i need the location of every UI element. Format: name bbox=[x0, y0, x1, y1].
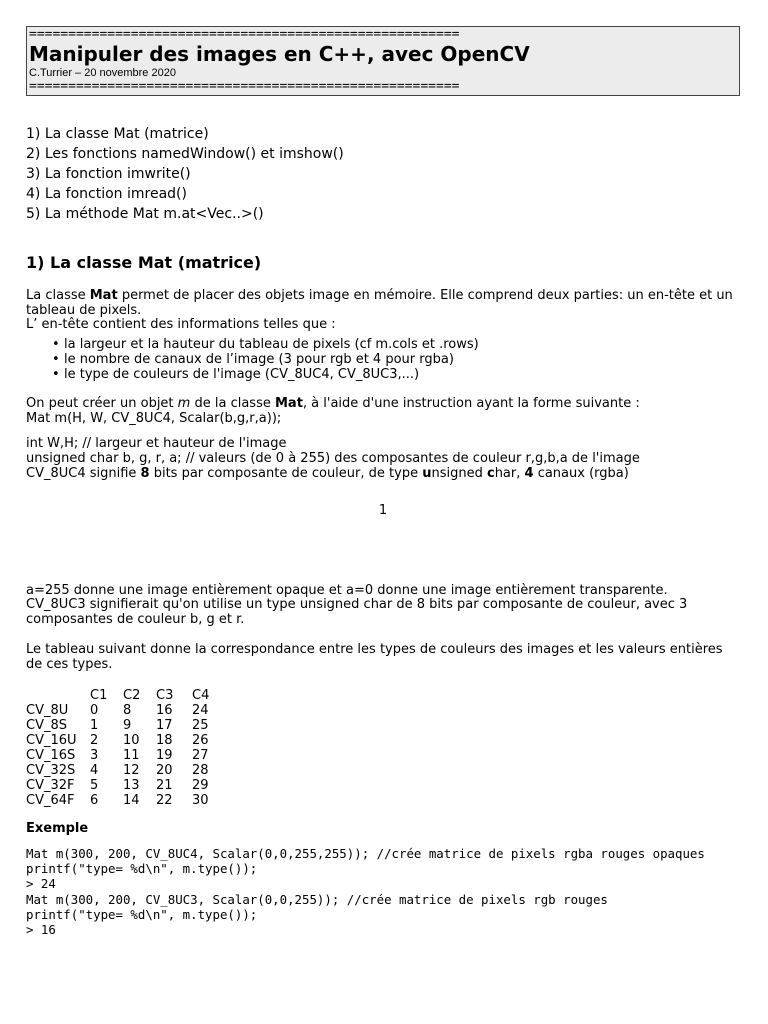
intro-bold-class-name: Mat bbox=[89, 288, 118, 303]
table-cell: 3 bbox=[90, 748, 99, 763]
column-header: C3 bbox=[156, 688, 174, 703]
type-name-cell: CV_16S bbox=[26, 748, 76, 763]
table-cell: 18 bbox=[156, 733, 173, 748]
bullet-icon: • bbox=[52, 367, 60, 382]
table-cell: 17 bbox=[156, 718, 173, 733]
intro-text-rest: permet de placer des objets image en mémoire. Elle comprend deux parties: un en-tête et un tableau de pixels. bbox=[26, 288, 733, 318]
table-cell: 4 bbox=[90, 763, 99, 778]
table-cell: 16 bbox=[156, 703, 173, 718]
code-line: Mat m(300, 200, CV_8UC3, Scalar(0,0,255)); //crée matrice de pixels rgb rouges bbox=[26, 891, 608, 907]
author-date-line: C.Turrier – 20 novembre 2020 bbox=[29, 67, 176, 79]
table-cell: 22 bbox=[156, 793, 173, 808]
table-cell: 6 bbox=[90, 793, 99, 808]
table-cell: 12 bbox=[123, 763, 140, 778]
explain-line-2: unsigned char b, g, r, a; // valeurs (de 0 à 255) des composantes de couleur r,g,b,a de l'image bbox=[26, 451, 640, 466]
table-row bbox=[26, 733, 222, 748]
column-header: C2 bbox=[123, 688, 141, 703]
create-italic-m: m bbox=[177, 396, 191, 411]
column-header bbox=[26, 688, 90, 703]
code-line: printf("type= %d\n", m.type()); bbox=[26, 906, 258, 922]
table-row bbox=[26, 748, 222, 763]
table-cell: 26 bbox=[192, 733, 209, 748]
table-cell: 14 bbox=[123, 793, 140, 808]
toc-item: 4) La fonction imread() bbox=[26, 186, 187, 202]
list-item bbox=[52, 352, 479, 367]
example-heading: Exemple bbox=[26, 821, 89, 836]
document-header bbox=[26, 26, 740, 96]
code-line: printf("type= %d\n", m.type()); bbox=[26, 861, 258, 877]
intro-paragraph bbox=[26, 289, 740, 318]
header-info-list bbox=[52, 337, 479, 382]
type-name-cell: CV_32S bbox=[26, 763, 76, 778]
bullet-icon: • bbox=[52, 337, 60, 352]
table-cell: 0 bbox=[90, 703, 99, 718]
table-row bbox=[26, 718, 222, 733]
intro-text: La classe bbox=[26, 288, 90, 303]
explain-line-1: int W,H; // largeur et hauteur de l'image bbox=[26, 436, 287, 451]
explain-bold: 8 bbox=[140, 466, 150, 481]
table-header-row bbox=[26, 688, 222, 703]
table-cell: 29 bbox=[192, 778, 209, 793]
table-cell: 1 bbox=[90, 718, 99, 733]
code-line: Mat m(300, 200, CV_8UC4, Scalar(0,0,255,255)); //crée matrice de pixels rgba rouges opaques bbox=[26, 846, 705, 861]
alpha-explanation: a=255 donne une image entièrement opaque et a=0 donne une image entièrement transparente. bbox=[26, 583, 668, 598]
type-name-cell: CV_16U bbox=[26, 733, 77, 748]
table-cell: 2 bbox=[90, 733, 99, 748]
list-item-text: la largeur et la hauteur du tableau de pixels (cf m.cols et .rows) bbox=[64, 337, 479, 352]
explain-bold: c bbox=[486, 466, 495, 481]
table-row bbox=[26, 793, 222, 808]
type-name-cell: CV_8U bbox=[26, 703, 69, 718]
table-cell: 10 bbox=[123, 733, 140, 748]
table-cell: 25 bbox=[192, 718, 209, 733]
toc-item: 1) La classe Mat (matrice) bbox=[26, 126, 209, 142]
type-name-cell: CV_8S bbox=[26, 718, 67, 733]
color-types-table bbox=[26, 688, 222, 808]
create-code-line: Mat m(H, W, CV_8UC4, Scalar(b,g,r,a)); bbox=[26, 411, 282, 426]
list-item-text: le type de couleurs de l'image (CV_8UC4, CV_8UC3,...) bbox=[64, 367, 420, 382]
list-item-text: le nombre de canaux de l’image (3 pour rgb et 4 pour rgba) bbox=[64, 352, 454, 367]
code-output-line: > 16 bbox=[26, 922, 56, 938]
explain-text: canaux (rgba) bbox=[533, 466, 629, 481]
create-text: de la classe bbox=[190, 396, 275, 411]
explain-text: har, bbox=[494, 466, 525, 481]
create-object-line bbox=[26, 397, 740, 412]
table-cell: 11 bbox=[123, 748, 140, 763]
column-header: C4 bbox=[192, 688, 210, 703]
column-header: C1 bbox=[90, 688, 108, 703]
explain-text: nsigned bbox=[431, 466, 487, 481]
type-name-cell: CV_32F bbox=[26, 778, 75, 793]
page-number: 1 bbox=[378, 503, 388, 518]
toc-item: 3) La fonction imwrite() bbox=[26, 166, 191, 182]
bullet-icon: • bbox=[52, 352, 60, 367]
example-code-block bbox=[26, 846, 705, 937]
table-cell: 9 bbox=[123, 718, 132, 733]
table-row bbox=[26, 778, 222, 793]
header-rule-bottom: ======================================================= bbox=[29, 79, 460, 94]
explain-text: CV_8UC4 signifie bbox=[26, 466, 141, 481]
table-cell: 13 bbox=[123, 778, 140, 793]
cv8uc3-explanation: CV_8UC3 signifierait qu'on utilise un type unsigned char de 8 bits par composante de couleur, avec 3 composantes de couleur b, g et r. bbox=[26, 597, 688, 627]
table-of-contents bbox=[26, 124, 344, 224]
explain-text: bits par composante de couleur, de type bbox=[149, 466, 423, 481]
header-intro-line: L’ en-tête contient des informations telles que : bbox=[26, 317, 336, 332]
code-output-line: > 24 bbox=[26, 876, 56, 892]
header-rule-top: ======================================================= bbox=[29, 27, 460, 42]
section-heading: 1) La classe Mat (matrice) bbox=[26, 253, 262, 272]
table-cell: 19 bbox=[156, 748, 173, 763]
create-bold-mat: Mat bbox=[274, 396, 303, 411]
explain-line-3 bbox=[26, 467, 740, 482]
explain-bold: u bbox=[422, 466, 432, 481]
type-name-cell: CV_64F bbox=[26, 793, 75, 808]
create-text: , à l'aide d'une instruction ayant la forme suivante : bbox=[302, 396, 640, 411]
table-cell: 20 bbox=[156, 763, 173, 778]
table-cell: 8 bbox=[123, 703, 132, 718]
table-cell: 24 bbox=[192, 703, 209, 718]
list-item bbox=[52, 337, 479, 352]
explain-bold: 4 bbox=[524, 466, 534, 481]
table-cell: 21 bbox=[156, 778, 173, 793]
table-cell: 5 bbox=[90, 778, 99, 793]
table-cell: 30 bbox=[192, 793, 209, 808]
table-row bbox=[26, 703, 222, 718]
create-text: On peut créer un objet bbox=[26, 396, 178, 411]
table-cell: 28 bbox=[192, 763, 209, 778]
toc-item: 5) La méthode Mat m.at<Vec..>() bbox=[26, 206, 264, 222]
list-item bbox=[52, 367, 479, 382]
table-row bbox=[26, 763, 222, 778]
toc-item: 2) Les fonctions namedWindow() et imshow() bbox=[26, 146, 344, 162]
table-cell: 27 bbox=[192, 748, 209, 763]
table-intro: Le tableau suivant donne la correspondance entre les types de couleurs des images et les valeurs entières de ces types. bbox=[26, 642, 723, 672]
document-title: Manipuler des images en C++, avec OpenCV bbox=[29, 42, 530, 66]
